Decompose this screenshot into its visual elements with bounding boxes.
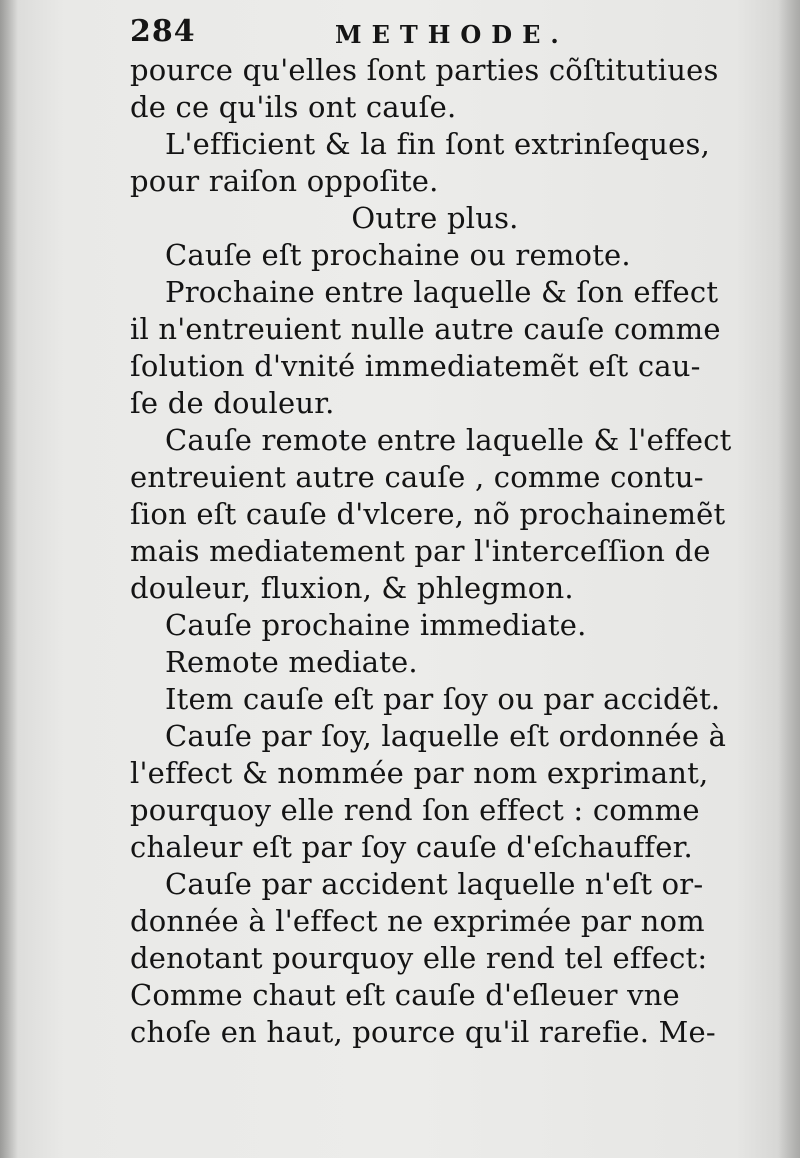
text-line: denotant pourquoy elle rend tel effect: xyxy=(130,941,708,975)
text-line: de ce qu'ils ont cauſe. xyxy=(130,90,457,124)
text-line: pourquoy elle rend ſon effect : comme xyxy=(130,793,700,827)
page-edge-shadow xyxy=(778,0,800,1158)
text-line: Cauſe par ſoy, laquelle eſt ordonnée à xyxy=(165,719,727,753)
text-line: pour raiſon oppoſite. xyxy=(130,164,439,198)
section-heading: Outre plus. xyxy=(351,201,519,235)
text-line: Cauſe remote entre laquelle & l'effect xyxy=(165,423,732,457)
body-text xyxy=(130,52,740,1051)
text-line: pource qu'elles ſont parties cõſtitutiues xyxy=(130,53,719,87)
running-head: METHODE. xyxy=(335,20,569,49)
text-line: mais mediatement par l'interceſſion de xyxy=(130,534,711,568)
text-line: ſion eſt cauſe d'vlcere, nõ prochainemẽt xyxy=(130,497,726,531)
text-line: il n'entreuient nulle autre cauſe comme xyxy=(130,312,721,346)
text-line: choſe en haut, pource qu'il rarefie. Me- xyxy=(130,1015,716,1049)
text-line: ſolution d'vnité immediatemẽt eſt cau- xyxy=(130,349,701,383)
text-line: Comme chaut eſt cauſe d'eſleuer vne xyxy=(130,978,680,1012)
text-line: chaleur eſt par ſoy cauſe d'eſchauffer. xyxy=(130,830,693,864)
text-line: Prochaine entre laquelle & ſon effect xyxy=(165,275,719,309)
text-line: Item cauſe eſt par ſoy ou par accidẽt. xyxy=(165,682,721,716)
page-gutter-shadow xyxy=(0,0,18,1158)
text-line: donnée à l'effect ne exprimée par nom xyxy=(130,904,705,938)
text-line: Cauſe eſt prochaine ou remote. xyxy=(165,238,631,272)
text-line: douleur, fluxion, & phlegmon. xyxy=(130,571,574,605)
text-line: Cauſe prochaine immediate. xyxy=(165,608,587,642)
page-header xyxy=(130,14,730,54)
page-number: 284 xyxy=(130,14,196,49)
text-line: Cauſe par accident laquelle n'eſt or- xyxy=(165,867,704,901)
text-line: ſe de douleur. xyxy=(130,386,335,420)
text-line: l'effect & nommée par nom exprimant, xyxy=(130,756,709,790)
text-line: entreuient autre cauſe , comme contu- xyxy=(130,460,704,494)
text-line: L'efficient & la fin ſont extrinſeques, xyxy=(165,127,711,161)
text-line: Remote mediate. xyxy=(165,645,418,679)
